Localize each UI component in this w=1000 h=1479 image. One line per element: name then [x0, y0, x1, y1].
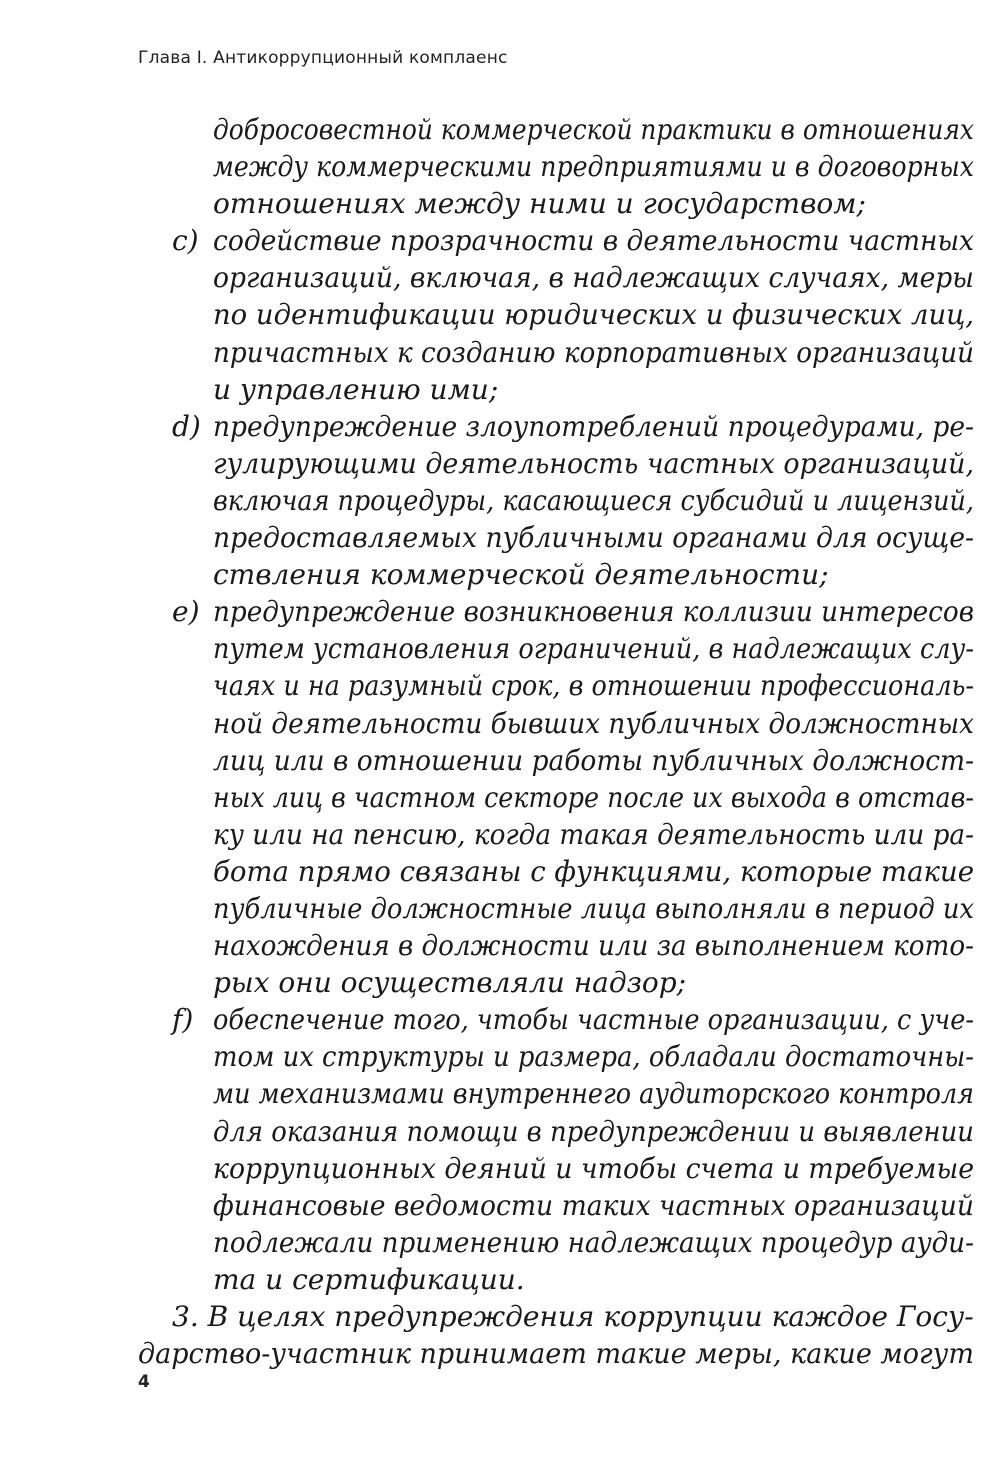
text-line: e) предупреждение возникновения коллизии интересов	[172, 593, 974, 630]
text-line: том их структуры и размера, обладали достаточны-	[213, 1040, 975, 1074]
text-line: между коммерческими предприятиями и в договорных	[213, 150, 974, 184]
text-line: лиц или в отношении работы публичных должност-	[213, 743, 975, 777]
text-line: включая процедуры, касающиеся субсидий и лицензий,	[213, 483, 974, 517]
text-line: ми механизмами внутреннего аудиторского контроля	[213, 1077, 974, 1111]
text-line: публичные должностные лица выполняли в период их	[213, 891, 974, 925]
list-item-f	[138, 1001, 974, 1298]
paragraph-3	[138, 1298, 974, 1372]
text-line: гулирующими деятельность частных организаций,	[213, 446, 974, 480]
text-line: 3. В целях предупреждения коррупции каждое Госу-	[172, 1300, 974, 1333]
text-line: ствления коммерческой деятельности;	[213, 558, 829, 592]
text-line: нахождения в должности или за выполнением кото-	[213, 929, 974, 963]
text-line: подлежали применению надлежащих процедур ауди-	[213, 1225, 974, 1259]
running-head: Глава I. Антикоррупционный комплаенс	[138, 48, 508, 68]
text-line: для оказания помощи в предупреждении и выявлении	[213, 1114, 974, 1148]
list-item-d	[138, 408, 974, 593]
text-line: дарство-участник принимает такие меры, какие могут	[138, 1337, 974, 1371]
text-line: та и сертификации.	[213, 1262, 525, 1296]
text-line: предоставляемых публичными органами для осуще-	[213, 521, 975, 555]
list-item-c	[138, 222, 974, 407]
page-number: 4	[138, 1372, 150, 1392]
body-text	[138, 111, 974, 1372]
text-line: добросовестной коммерческой практики в отношениях	[213, 113, 974, 146]
text-line: путем установления ограничений, в надлежащих слу-	[213, 632, 974, 666]
item-label: f)	[172, 1003, 194, 1037]
text-line: ной деятельности бывших публичных должностных	[213, 706, 975, 740]
text-line: чаях и на разумный срок, в отношении профессиональ-	[213, 669, 975, 703]
text-line: d) предупреждение злоупотреблений процедурами, ре-	[172, 408, 974, 445]
text-line: отношениях между ними и государством;	[213, 187, 866, 221]
text-line: финансовые ведомости таких частных организаций	[213, 1188, 975, 1222]
text-line: бота прямо связаны с функциями, которые такие	[213, 854, 975, 888]
text-line: коррупционных деяний и чтобы счета и требуемые	[213, 1151, 975, 1185]
text-line: и управлению ими;	[213, 372, 499, 406]
text-line: c) содействие прозрачности в деятельности частных	[172, 222, 974, 259]
continuation-block	[138, 111, 974, 222]
text-line: организаций, включая, в надлежащих случаях, меры	[213, 261, 974, 295]
item-label: c)	[172, 224, 199, 258]
text-line: причастных к созданию корпоративных организаций	[213, 335, 975, 369]
item-label: d)	[172, 409, 201, 443]
list-item-e	[138, 593, 974, 1001]
item-label: e)	[172, 595, 200, 629]
text-line: по идентификации юридических и физических лиц,	[213, 298, 975, 332]
text-line: f) обеспечение того, чтобы частные организации, с уче-	[172, 1001, 974, 1038]
text-line: ку или на пенсию, когда такая деятельность или ра-	[213, 817, 974, 851]
text-line: рых они осуществляли надзор;	[213, 966, 687, 1000]
text-line: ных лиц в частном секторе после их выхода в отстав-	[213, 780, 974, 814]
